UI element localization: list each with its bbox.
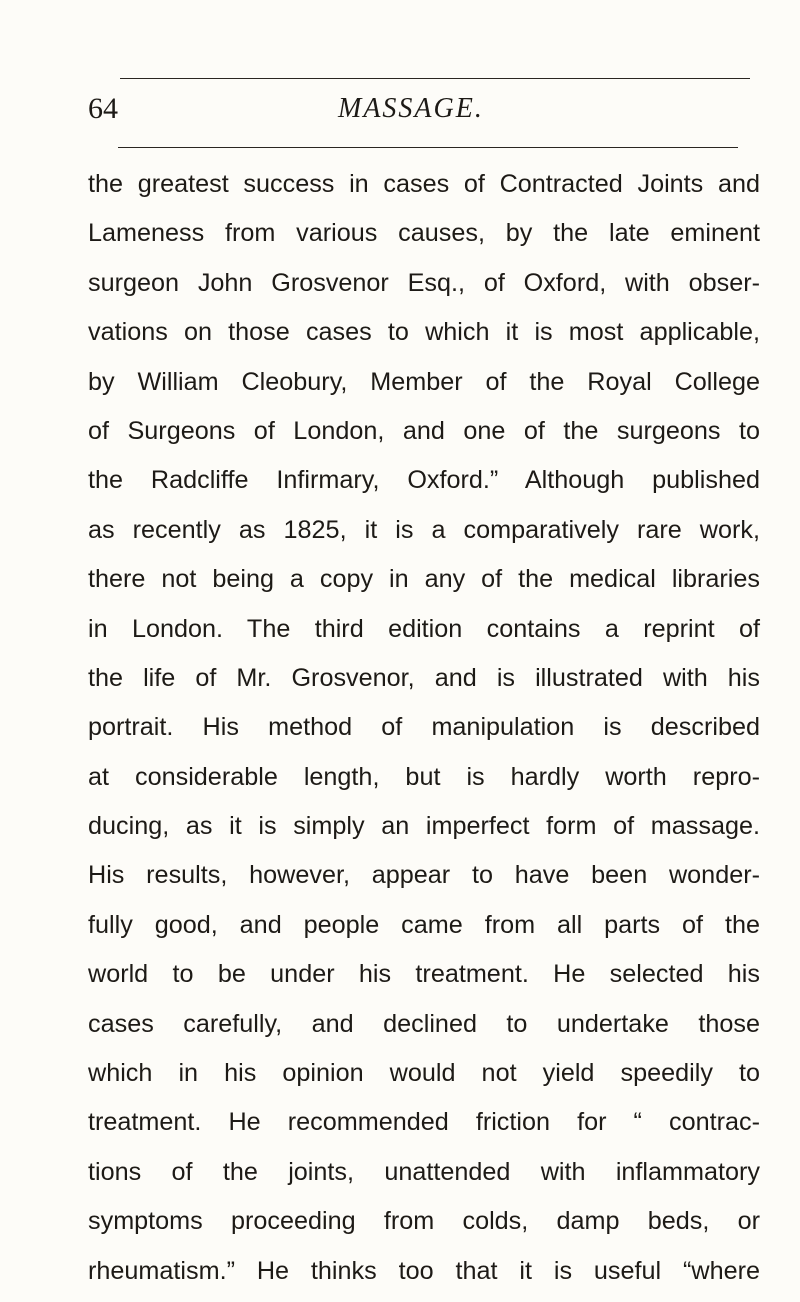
text-line: the Radcliffe Infirmary, Oxford.” Although published: [88, 466, 760, 495]
running-title: MASSAGE.: [338, 93, 484, 124]
text-line: which in his opinion would not yield speedily to: [88, 1059, 760, 1088]
text-line: fully good, and people came from all parts of the: [88, 910, 760, 939]
text-line: ducing, as it is simply an imperfect form of massage.: [88, 812, 760, 841]
text-line: world to be under his treatment. He selected his: [88, 960, 760, 989]
text-line: there not being a copy in any of the medical libraries: [88, 565, 760, 594]
text-line: rheumatism.” He thinks too that it is useful “where: [88, 1256, 760, 1285]
text-line: Lameness from various causes, by the late eminent: [88, 219, 760, 248]
text-line: the life of Mr. Grosvenor, and is illustrated with his: [88, 663, 760, 692]
running-head: [88, 92, 768, 136]
text-line: by William Cleobury, Member of the Royal College: [88, 367, 760, 396]
text-line: tions of the joints, unattended with inflammatory: [88, 1157, 760, 1186]
text-line: portrait. His method of manipulation is described: [88, 713, 760, 742]
body-text: [88, 160, 760, 1296]
text-line: at considerable length, but is hardly worth repro-: [88, 762, 760, 791]
text-line: of Surgeons of London, and one of the surgeons to: [88, 416, 760, 445]
page-number: 64: [88, 92, 118, 125]
text-line: treatment. He recommended friction for “ contrac-: [88, 1108, 760, 1137]
text-line: surgeon John Grosvenor Esq., of Oxford, with obser-: [88, 268, 760, 297]
text-line: the greatest success in cases of Contracted Joints and: [88, 170, 760, 198]
header-top-rule: [120, 78, 750, 79]
text-line: His results, however, appear to have been wonder-: [88, 861, 760, 890]
text-line: in London. The third edition contains a reprint of: [88, 614, 760, 643]
header-bottom-rule: [118, 147, 738, 148]
text-line: symptoms proceeding from colds, damp beds, or: [88, 1207, 760, 1236]
text-line: as recently as 1825, it is a comparatively rare work,: [88, 515, 760, 544]
text-line: vations on those cases to which it is most applicable,: [88, 318, 760, 347]
text-line: cases carefully, and declined to undertake those: [88, 1009, 760, 1038]
